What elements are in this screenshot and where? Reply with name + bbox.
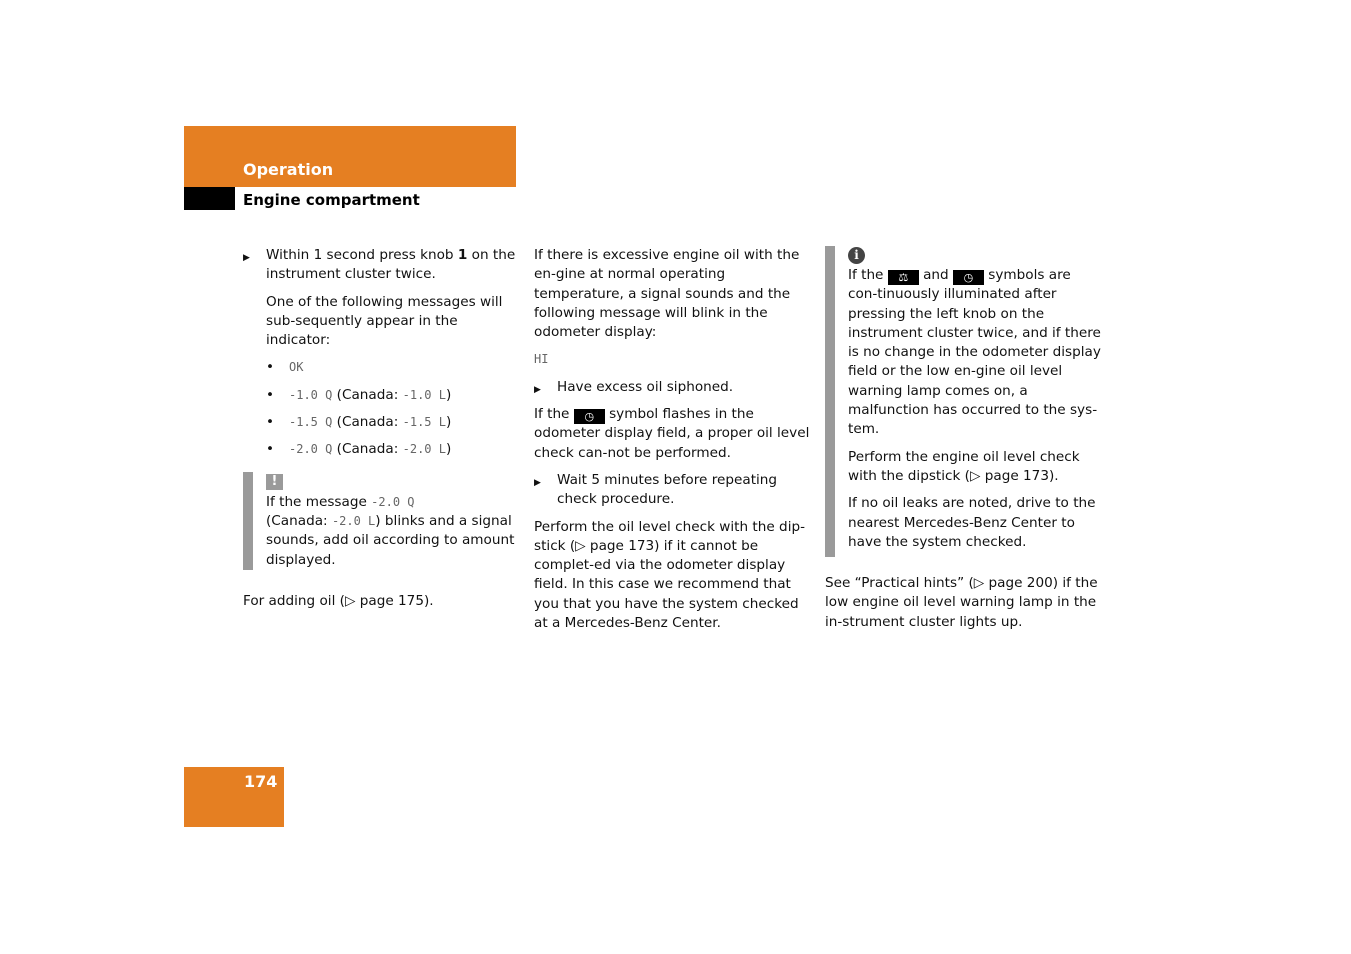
oil-can-icon: ⚖	[888, 270, 919, 285]
header-band	[184, 126, 516, 187]
page-number: 174	[244, 772, 278, 791]
info-dipstick-text: Perform the engine oil level check with the dipstick (▷ page 173).	[848, 448, 1080, 484]
column-1	[243, 246, 519, 611]
step-wait: ▶ Wait 5 minutes before repeating check procedure.	[534, 471, 810, 510]
adding-oil-link[interactable]: For adding oil (▷ page 175).	[243, 592, 434, 609]
info-icon: i	[848, 247, 865, 264]
exclamation-icon: !	[266, 474, 283, 490]
dipstick-text: Perform the oil level check with the dip-stick (▷ page 173) if it cannot be complet-ed via the odometer display field. In this case we recommend that you that you have the system checked at a Mercedes-Benz Center.	[534, 518, 805, 632]
section-title: Operation	[243, 160, 334, 179]
list-item: • -2.0 Q (Canada: -2.0 L)	[243, 440, 519, 459]
step-siphon: ▶ Have excess oil siphoned.	[534, 378, 810, 397]
warning-note	[243, 472, 519, 570]
warning-text: If the message -2.0 Q (Canada: -2.0 L) blinks and a signal sounds, add oil according to amount displayed.	[266, 493, 515, 568]
hi-code: HI	[534, 352, 549, 367]
subsection-title: Engine compartment	[243, 191, 420, 209]
messages-intro: One of the following messages will sub-sequently appear in the indicator:	[266, 293, 503, 349]
excess-oil-text: If there is excessive engine oil with the en-gine at normal operating temperature, a signal sounds and the following message will blink in the odometer display:	[534, 247, 800, 341]
list-item: • OK	[243, 358, 519, 377]
list-item: • -1.0 Q (Canada: -1.0 L)	[243, 386, 519, 405]
practical-hints-text: See “Practical hints” (▷ page 200) if the low engine oil level warning lamp in the in-strument cluster lights up.	[825, 575, 1098, 630]
column-3	[825, 246, 1101, 632]
subsection-marker	[184, 187, 235, 210]
info-leaks-text: If no oil leaks are noted, drive to the nearest Mercedes-Benz Center to have the system checked.	[848, 495, 1096, 550]
column-2	[534, 246, 810, 633]
note-bar	[825, 246, 835, 557]
note-bar	[243, 472, 253, 570]
step-press-knob: ▶ Within 1 second press knob 1 on the instrument cluster twice.	[243, 246, 519, 285]
info-text: If the ⚖ and ◷ symbols are con-tinuously illuminated after pressing the left knob on the instrument cluster twice, and if there is no change in the odometer display field or the low en-gine oil level warning lamp comes on, a malfunction has occurred to the sys-tem.	[848, 267, 1101, 438]
symbol-flash-text: If the ◷ symbol flashes in the odometer display field, a proper oil level check can-not be performed.	[534, 406, 810, 461]
info-note	[825, 246, 1101, 557]
list-item: • -1.5 Q (Canada: -1.5 L)	[243, 413, 519, 432]
clock-icon: ◷	[953, 270, 984, 285]
clock-icon: ◷	[574, 409, 605, 424]
